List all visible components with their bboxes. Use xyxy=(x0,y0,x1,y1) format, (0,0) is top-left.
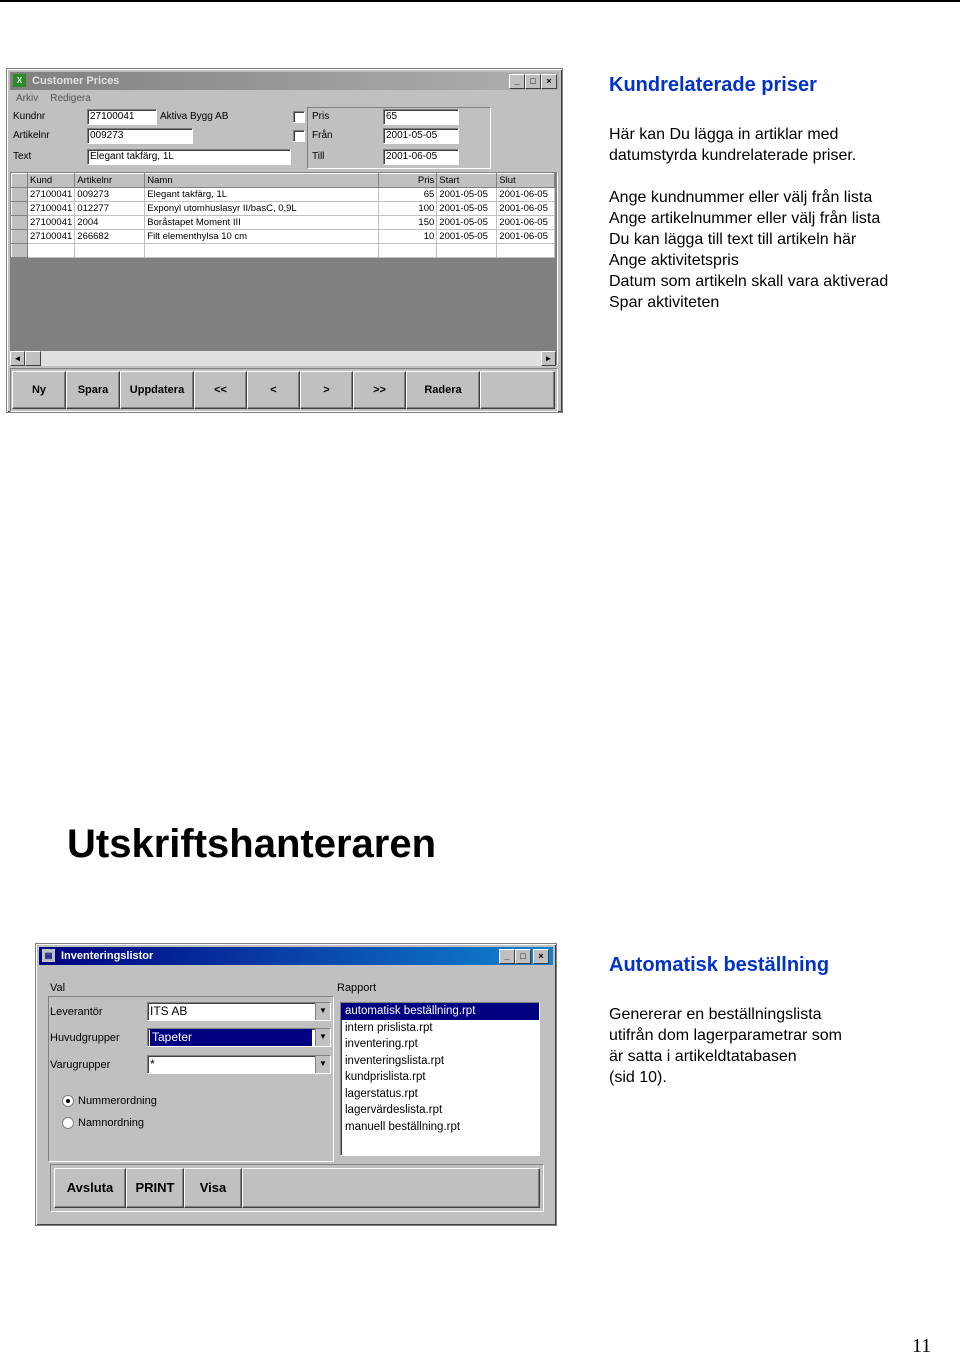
last-record-button[interactable]: >> xyxy=(353,371,406,409)
report-list[interactable] xyxy=(340,1002,540,1156)
cell-slut: 2001-06-05 xyxy=(497,230,555,244)
section-intro xyxy=(609,124,856,166)
window-title: Customer Prices xyxy=(32,75,120,87)
cell-pris: 65 xyxy=(379,188,437,202)
price-table xyxy=(11,173,555,258)
varugrupper-label: Varugrupper xyxy=(50,1059,111,1071)
app-icon: ▤ xyxy=(42,949,55,962)
cell-empty xyxy=(75,244,145,258)
column-header-slut[interactable]: Slut xyxy=(497,174,555,188)
step-line: Du kan lägga till text till artikeln här xyxy=(609,231,857,248)
body-line: Genererar en beställningslista xyxy=(609,1006,822,1023)
list-item[interactable]: intern prislista.rpt xyxy=(345,1021,433,1034)
cell-artikelnr: 266682 xyxy=(75,230,145,244)
cell-empty xyxy=(379,244,437,258)
new-button[interactable]: Ny xyxy=(12,371,66,409)
show-button[interactable]: Visa xyxy=(184,1168,242,1208)
intro-line: Här kan Du lägga in artiklar med xyxy=(609,126,839,143)
cell-start: 2001-05-05 xyxy=(437,230,497,244)
cell-empty xyxy=(437,244,497,258)
cell-artikelnr: 012277 xyxy=(75,202,145,216)
title-bar[interactable] xyxy=(10,72,559,90)
artikelnr-input[interactable]: 009273 xyxy=(87,128,193,144)
row-header[interactable] xyxy=(12,230,28,244)
step-line: Ange artikelnummer eller välj från lista xyxy=(609,210,881,227)
inventory-window xyxy=(35,943,557,1226)
exit-button[interactable]: Avsluta xyxy=(54,1168,126,1208)
till-label: Till xyxy=(312,151,325,162)
step-line: Ange kundnummer eller välj från lista xyxy=(609,189,873,206)
radio-nummerordning-label[interactable]: Nummerordning xyxy=(78,1095,157,1107)
list-item[interactable]: automatisk beställning.rpt xyxy=(341,1003,539,1020)
fran-label: Från xyxy=(312,130,333,141)
cell-start: 2001-05-05 xyxy=(437,216,497,230)
step-line: Datum som artikeln skall vara aktiverad xyxy=(609,273,889,290)
horizontal-scrollbar[interactable] xyxy=(10,351,556,366)
customer-prices-window xyxy=(6,68,563,413)
cell-pris: 150 xyxy=(379,216,437,230)
cell-artikelnr: 2004 xyxy=(75,216,145,230)
window-title: Inventeringslistor xyxy=(61,950,154,962)
list-item[interactable]: lagervärdeslista.rpt xyxy=(345,1104,443,1116)
cell-start: 2001-05-05 xyxy=(437,202,497,216)
text-label: Text xyxy=(13,151,32,162)
column-header-artikelnr[interactable]: Artikelnr xyxy=(75,174,145,188)
huvudgrupper-select[interactable] xyxy=(147,1028,331,1047)
section2-body xyxy=(609,1004,842,1088)
cell-artikelnr: 009273 xyxy=(75,188,145,202)
title-bar[interactable] xyxy=(39,947,553,965)
row-header[interactable] xyxy=(12,216,28,230)
cell-kund: 27100041 xyxy=(28,188,75,202)
column-header-kund[interactable]: Kund xyxy=(28,174,75,188)
row-header[interactable] xyxy=(12,188,28,202)
kundnr-lookup-checkbox[interactable] xyxy=(293,111,305,123)
list-item[interactable]: kundprislista.rpt xyxy=(345,1071,426,1083)
save-button[interactable]: Spara xyxy=(66,371,120,409)
cell-pris: 100 xyxy=(379,202,437,216)
list-item[interactable]: inventering.rpt xyxy=(345,1038,418,1050)
row-header[interactable] xyxy=(12,202,28,216)
menu-bar xyxy=(10,91,559,107)
scroll-thumb[interactable] xyxy=(25,351,41,366)
table-row[interactable] xyxy=(12,188,555,202)
huvudgrupper-label: Huvudgrupper xyxy=(50,1032,120,1044)
cell-kund: 27100041 xyxy=(28,230,75,244)
cell-slut: 2001-06-05 xyxy=(497,188,555,202)
huvudgrupper-value: Tapeter xyxy=(150,1029,312,1046)
leverantor-label: Leverantör xyxy=(50,1006,103,1018)
table-row[interactable] xyxy=(12,230,555,244)
column-header-start[interactable]: Start xyxy=(437,174,497,188)
section-heading-automatisk: Automatisk beställning xyxy=(609,954,830,976)
body-line: är satta i artikeldtatabasen xyxy=(609,1048,797,1065)
list-item[interactable]: inventeringslista.rpt xyxy=(345,1054,445,1067)
radio-nummerordning[interactable] xyxy=(62,1095,74,1107)
table-row[interactable] xyxy=(12,202,555,216)
list-item[interactable]: manuell beställning.rpt xyxy=(345,1120,461,1133)
chevron-down-icon[interactable]: ▼ xyxy=(315,1056,330,1073)
artikelnr-label: Artikelnr xyxy=(13,130,50,141)
cell-namn: Exponyl utomhuslasyr II/basC, 0,9L xyxy=(145,202,379,216)
till-input[interactable]: 2001-06-05 xyxy=(383,149,459,165)
page-number: 11 xyxy=(912,1335,932,1357)
cell-namn: Filt elementhylsa 10 cm xyxy=(145,230,379,244)
column-header-pris[interactable]: Pris xyxy=(379,174,437,188)
close-icon[interactable]: × xyxy=(533,949,549,964)
scroll-left-icon[interactable]: ◄ xyxy=(10,351,25,366)
page-top-rule xyxy=(0,0,960,2)
delete-button[interactable]: Radera xyxy=(406,371,480,409)
first-record-button[interactable]: << xyxy=(194,371,247,409)
leverantor-value: ITS AB xyxy=(150,1004,188,1018)
radio-namnordning-label[interactable]: Namnordning xyxy=(78,1117,145,1129)
price-grid[interactable] xyxy=(10,172,558,366)
menu-arkiv[interactable]: Arkiv xyxy=(16,93,39,104)
cell-pris: 10 xyxy=(379,230,437,244)
previous-record-button[interactable]: < xyxy=(247,371,300,409)
next-record-button[interactable]: > xyxy=(300,371,353,409)
scroll-right-icon[interactable]: ► xyxy=(541,351,556,366)
pris-label: Pris xyxy=(312,111,330,122)
section-heading-kundrelaterade: Kundrelaterade priser xyxy=(609,74,817,96)
maximize-icon[interactable]: □ xyxy=(525,74,541,89)
cell-kund: 27100041 xyxy=(28,216,75,230)
cell-kund: 27100041 xyxy=(28,202,75,216)
cell-slut: 2001-06-05 xyxy=(497,202,555,216)
fran-input[interactable]: 2001-05-05 xyxy=(383,128,459,144)
maximize-icon[interactable]: □ xyxy=(515,949,531,964)
print-button[interactable]: PRINT xyxy=(126,1168,184,1208)
menu-redigera[interactable]: Redigera xyxy=(50,93,91,104)
column-header-namn[interactable]: Namn xyxy=(145,174,379,188)
steps-list xyxy=(609,187,888,313)
varugrupper-value: * xyxy=(150,1057,155,1071)
val-label: Val xyxy=(50,982,66,994)
blank-button xyxy=(480,371,555,409)
pris-input[interactable]: 65 xyxy=(383,109,459,125)
cell-start: 2001-05-05 xyxy=(437,188,497,202)
minimize-icon[interactable]: _ xyxy=(499,949,515,964)
leverantor-select[interactable] xyxy=(147,1002,331,1021)
varugrupper-select[interactable] xyxy=(147,1055,331,1074)
cell-slut: 2001-06-05 xyxy=(497,216,555,230)
close-icon[interactable]: × xyxy=(541,74,557,89)
chevron-down-icon[interactable]: ▼ xyxy=(315,1029,330,1046)
cell-empty xyxy=(497,244,555,258)
step-line: Spar aktiviteten xyxy=(609,294,720,311)
minimize-icon[interactable]: _ xyxy=(509,74,525,89)
kundnr-input[interactable]: 27100041 xyxy=(87,109,157,125)
blank-button xyxy=(242,1168,540,1208)
cell-namn: Elegant takfärg, 1L xyxy=(145,188,379,202)
list-item[interactable]: lagerstatus.rpt xyxy=(345,1087,418,1100)
row-header-corner xyxy=(12,174,28,188)
table-row-empty[interactable] xyxy=(12,244,555,258)
text-input[interactable]: Elegant takfärg, 1L xyxy=(87,149,291,165)
body-line: (sid 10). xyxy=(609,1069,667,1086)
intro-line: datumstyrda kundrelaterade priser. xyxy=(609,147,857,164)
table-row[interactable] xyxy=(12,216,555,230)
artikelnr-lookup-checkbox[interactable] xyxy=(293,130,305,142)
radio-namnordning[interactable] xyxy=(62,1117,74,1129)
cell-empty xyxy=(28,244,75,258)
kundnr-label: Kundnr xyxy=(13,111,46,122)
cell-namn: Boråstapet Moment III xyxy=(145,216,379,230)
customer-name: Aktiva Bygg AB xyxy=(160,111,229,122)
cell-empty xyxy=(145,244,379,258)
main-heading: Utskriftshanteraren xyxy=(67,822,437,866)
rapport-label: Rapport xyxy=(337,982,377,994)
row-header[interactable] xyxy=(12,244,28,258)
body-line: utifrån dom lagerparametrar som xyxy=(609,1027,842,1044)
update-button[interactable]: Uppdatera xyxy=(120,371,194,409)
table-header-row xyxy=(12,174,555,188)
chevron-down-icon[interactable]: ▼ xyxy=(315,1003,330,1020)
step-line: Ange aktivitetspris xyxy=(609,252,739,269)
app-icon: X xyxy=(13,74,26,87)
